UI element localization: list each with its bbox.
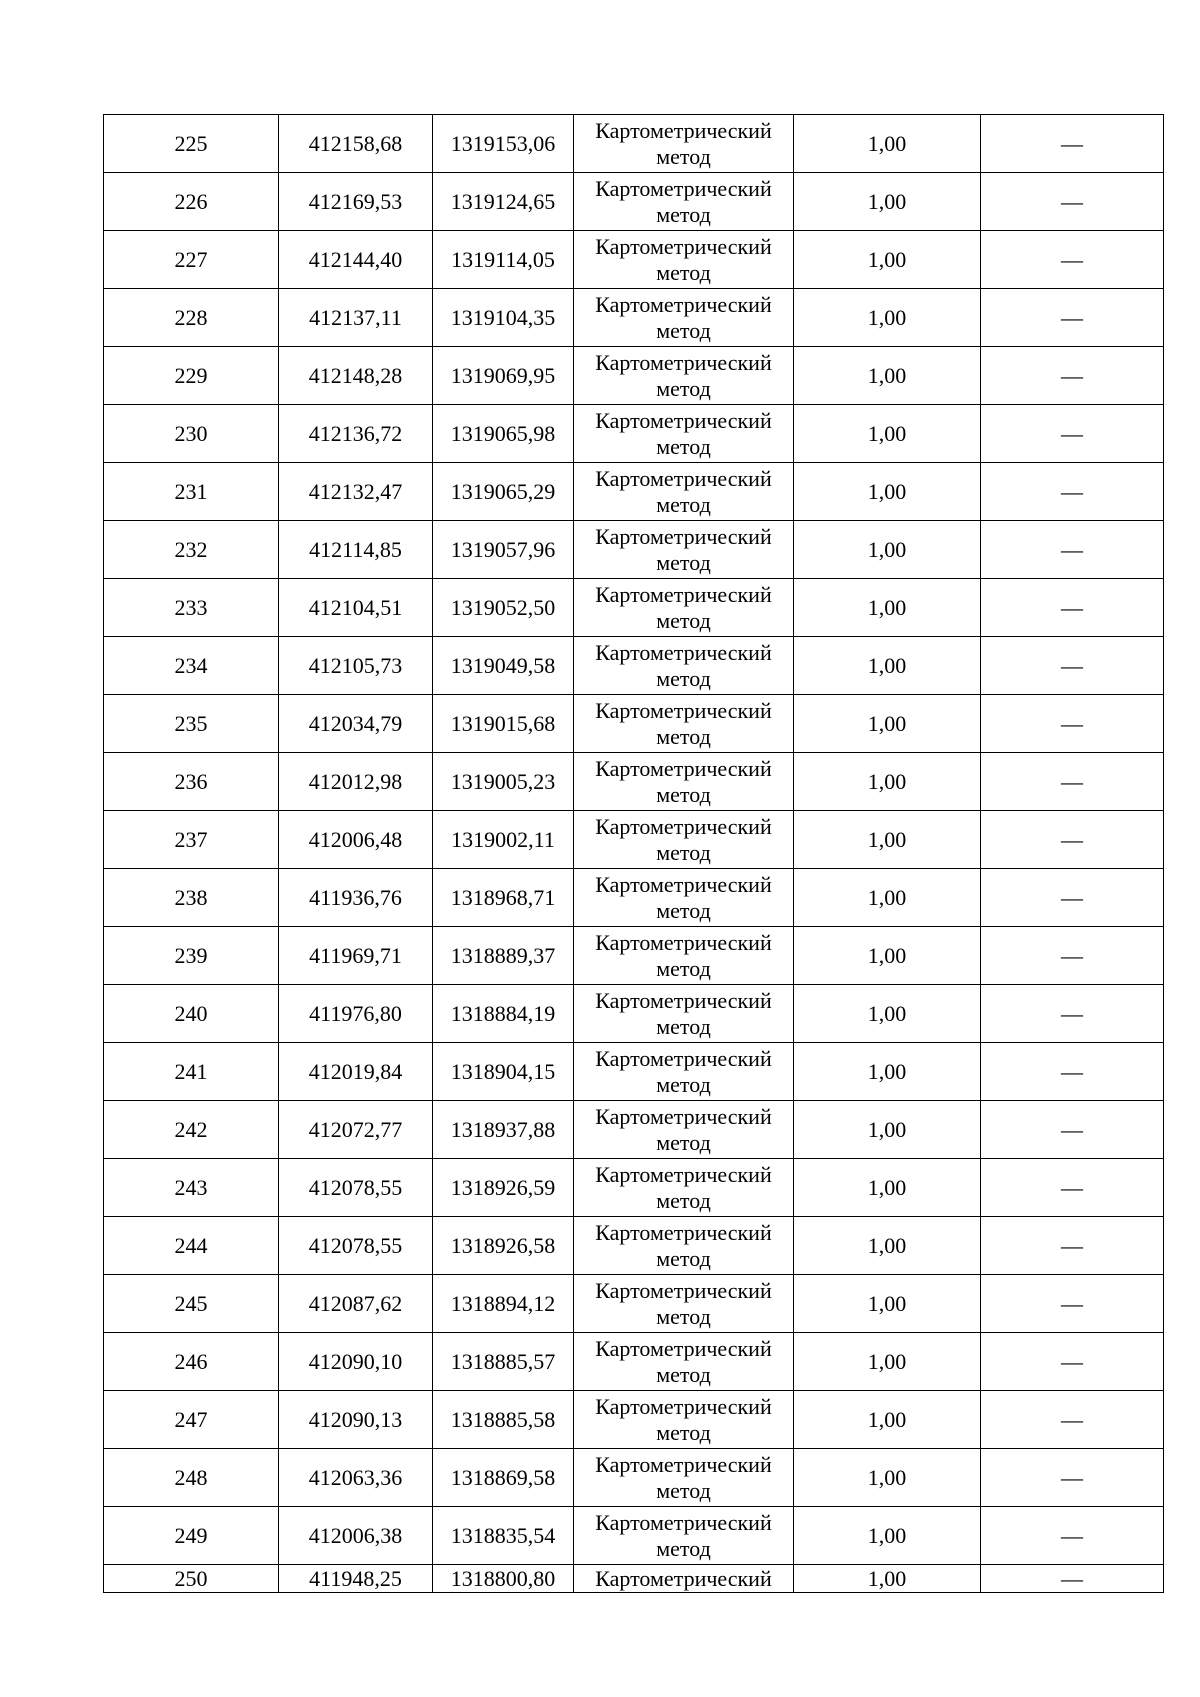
method-cell [574, 1217, 794, 1275]
method-cell [574, 289, 794, 347]
x-coordinate-cell: 412090,10 [279, 1333, 433, 1391]
y-coordinate-cell: 1319104,35 [433, 289, 574, 347]
note-cell: — [981, 347, 1164, 405]
method-cell [574, 463, 794, 521]
method-cell [574, 1275, 794, 1333]
method-line-1: Картометрический [595, 697, 772, 723]
method-line-1: Картометрический [595, 1565, 772, 1591]
method-line-2: метод [656, 549, 711, 575]
table-row [104, 1159, 1164, 1217]
x-coordinate-cell: 412078,55 [279, 1159, 433, 1217]
note-cell: — [981, 289, 1164, 347]
note-cell: — [981, 1565, 1164, 1593]
method-line-1: Картометрический [595, 291, 772, 317]
method-cell [574, 811, 794, 869]
point-number-cell: 234 [104, 637, 279, 695]
table-row [104, 579, 1164, 637]
y-coordinate-cell: 1319124,65 [433, 173, 574, 231]
note-cell: — [981, 927, 1164, 985]
x-coordinate-cell: 412137,11 [279, 289, 433, 347]
method-cell [574, 1507, 794, 1565]
method-line-2: метод [656, 607, 711, 633]
y-coordinate-cell: 1318926,58 [433, 1217, 574, 1275]
accuracy-cell: 1,00 [794, 637, 981, 695]
method-line-2: метод [656, 375, 711, 401]
y-coordinate-cell: 1319049,58 [433, 637, 574, 695]
method-line-1: Картометрический [595, 755, 772, 781]
y-coordinate-cell: 1319153,06 [433, 115, 574, 173]
y-coordinate-cell: 1319065,98 [433, 405, 574, 463]
accuracy-cell: 1,00 [794, 869, 981, 927]
point-number-cell: 235 [104, 695, 279, 753]
method-cell [574, 231, 794, 289]
method-line-2: метод [656, 491, 711, 517]
method-line-1: Картометрический [595, 639, 772, 665]
accuracy-cell: 1,00 [794, 579, 981, 637]
method-line-1: Картометрический [595, 233, 772, 259]
x-coordinate-cell: 412136,72 [279, 405, 433, 463]
method-line-2: метод [656, 955, 711, 981]
method-line-1: Картометрический [595, 987, 772, 1013]
table-row [104, 289, 1164, 347]
method-cell [574, 637, 794, 695]
accuracy-cell: 1,00 [794, 1565, 981, 1593]
method-line-1: Картометрический [595, 1219, 772, 1245]
method-cell [574, 1333, 794, 1391]
note-cell: — [981, 579, 1164, 637]
note-cell: — [981, 695, 1164, 753]
method-line-1: Картометрический [595, 1451, 772, 1477]
table-row [104, 1043, 1164, 1101]
method-cell [574, 1449, 794, 1507]
accuracy-cell: 1,00 [794, 1507, 981, 1565]
y-coordinate-cell: 1319069,95 [433, 347, 574, 405]
point-number-cell: 230 [104, 405, 279, 463]
note-cell: — [981, 1507, 1164, 1565]
method-line-1: Картометрический [595, 813, 772, 839]
point-number-cell: 249 [104, 1507, 279, 1565]
note-cell: — [981, 173, 1164, 231]
x-coordinate-cell: 412072,77 [279, 1101, 433, 1159]
y-coordinate-cell: 1318968,71 [433, 869, 574, 927]
note-cell: — [981, 231, 1164, 289]
table-row [104, 1101, 1164, 1159]
method-line-1: Картометрический [595, 929, 772, 955]
method-line-1: Картометрический [595, 1045, 772, 1071]
point-number-cell: 229 [104, 347, 279, 405]
x-coordinate-cell: 412090,13 [279, 1391, 433, 1449]
method-line-1: Картометрический [595, 1393, 772, 1419]
y-coordinate-cell: 1319114,05 [433, 231, 574, 289]
accuracy-cell: 1,00 [794, 1333, 981, 1391]
note-cell: — [981, 869, 1164, 927]
table-body [104, 115, 1164, 1593]
method-line-1: Картометрический [595, 523, 772, 549]
note-cell: — [981, 1333, 1164, 1391]
method-line-2: метод [656, 1477, 711, 1503]
accuracy-cell: 1,00 [794, 753, 981, 811]
method-line-1: Картометрический [595, 1509, 772, 1535]
x-coordinate-cell: 412114,85 [279, 521, 433, 579]
accuracy-cell: 1,00 [794, 521, 981, 579]
y-coordinate-cell: 1318885,57 [433, 1333, 574, 1391]
table-row [104, 753, 1164, 811]
accuracy-cell: 1,00 [794, 695, 981, 753]
note-cell: — [981, 753, 1164, 811]
table-row [104, 1507, 1164, 1565]
accuracy-cell: 1,00 [794, 1043, 981, 1101]
point-number-cell: 250 [104, 1565, 279, 1593]
accuracy-cell: 1,00 [794, 115, 981, 173]
method-cell [574, 173, 794, 231]
accuracy-cell: 1,00 [794, 463, 981, 521]
method-line-1: Картометрический [595, 349, 772, 375]
note-cell: — [981, 637, 1164, 695]
accuracy-cell: 1,00 [794, 1217, 981, 1275]
table-row [104, 637, 1164, 695]
method-cell [574, 347, 794, 405]
table-row [104, 405, 1164, 463]
y-coordinate-cell: 1318889,37 [433, 927, 574, 985]
table-row [104, 695, 1164, 753]
accuracy-cell: 1,00 [794, 1391, 981, 1449]
note-cell: — [981, 1391, 1164, 1449]
accuracy-cell: 1,00 [794, 173, 981, 231]
point-number-cell: 243 [104, 1159, 279, 1217]
x-coordinate-cell: 412104,51 [279, 579, 433, 637]
method-line-2: метод [656, 1303, 711, 1329]
note-cell: — [981, 1449, 1164, 1507]
method-cell [574, 1101, 794, 1159]
method-line-2: метод [656, 897, 711, 923]
y-coordinate-cell: 1318937,88 [433, 1101, 574, 1159]
table-row [104, 173, 1164, 231]
note-cell: — [981, 985, 1164, 1043]
table-row [104, 115, 1164, 173]
table-row [104, 985, 1164, 1043]
accuracy-cell: 1,00 [794, 1275, 981, 1333]
method-line-2: метод [656, 1187, 711, 1213]
method-line-1: Картометрический [595, 871, 772, 897]
accuracy-cell: 1,00 [794, 1159, 981, 1217]
table-row [104, 463, 1164, 521]
x-coordinate-cell: 412034,79 [279, 695, 433, 753]
note-cell: — [981, 1217, 1164, 1275]
accuracy-cell: 1,00 [794, 347, 981, 405]
accuracy-cell: 1,00 [794, 1449, 981, 1507]
point-number-cell: 238 [104, 869, 279, 927]
x-coordinate-cell: 412087,62 [279, 1275, 433, 1333]
point-number-cell: 247 [104, 1391, 279, 1449]
point-number-cell: 227 [104, 231, 279, 289]
x-coordinate-cell: 412012,98 [279, 753, 433, 811]
y-coordinate-cell: 1319005,23 [433, 753, 574, 811]
y-coordinate-cell: 1318869,58 [433, 1449, 574, 1507]
method-line-2: метод [656, 1245, 711, 1271]
point-number-cell: 237 [104, 811, 279, 869]
method-line-2: метод [656, 1535, 711, 1561]
x-coordinate-cell: 412158,68 [279, 115, 433, 173]
x-coordinate-cell: 411948,25 [279, 1565, 433, 1593]
method-cell [574, 985, 794, 1043]
method-line-2: метод [656, 723, 711, 749]
method-line-2: метод [656, 1013, 711, 1039]
accuracy-cell: 1,00 [794, 231, 981, 289]
y-coordinate-cell: 1318904,15 [433, 1043, 574, 1101]
note-cell: — [981, 463, 1164, 521]
method-cell [574, 521, 794, 579]
method-line-2: метод [656, 665, 711, 691]
method-line-2: метод [656, 1419, 711, 1445]
y-coordinate-cell: 1319052,50 [433, 579, 574, 637]
x-coordinate-cell: 412132,47 [279, 463, 433, 521]
method-cell [574, 405, 794, 463]
method-line-2: метод [656, 1129, 711, 1155]
accuracy-cell: 1,00 [794, 927, 981, 985]
accuracy-cell: 1,00 [794, 405, 981, 463]
method-line-2: метод [656, 839, 711, 865]
table-row [104, 869, 1164, 927]
point-number-cell: 232 [104, 521, 279, 579]
method-line-2: метод [656, 1361, 711, 1387]
point-number-cell: 228 [104, 289, 279, 347]
table-row [104, 1449, 1164, 1507]
table-row [104, 521, 1164, 579]
y-coordinate-cell: 1318894,12 [433, 1275, 574, 1333]
x-coordinate-cell: 411936,76 [279, 869, 433, 927]
note-cell: — [981, 521, 1164, 579]
x-coordinate-cell: 412006,48 [279, 811, 433, 869]
method-cell [574, 695, 794, 753]
y-coordinate-cell: 1318884,19 [433, 985, 574, 1043]
y-coordinate-cell: 1318926,59 [433, 1159, 574, 1217]
y-coordinate-cell: 1319065,29 [433, 463, 574, 521]
method-line-1: Картометрический [595, 117, 772, 143]
method-line-2: метод [656, 1071, 711, 1097]
note-cell: — [981, 1043, 1164, 1101]
point-number-cell: 248 [104, 1449, 279, 1507]
point-number-cell: 231 [104, 463, 279, 521]
point-number-cell: 245 [104, 1275, 279, 1333]
method-cell [574, 579, 794, 637]
x-coordinate-cell: 412078,55 [279, 1217, 433, 1275]
y-coordinate-cell: 1319057,96 [433, 521, 574, 579]
method-cell [574, 1159, 794, 1217]
method-line-1: Картометрический [595, 1335, 772, 1361]
accuracy-cell: 1,00 [794, 985, 981, 1043]
point-number-cell: 246 [104, 1333, 279, 1391]
x-coordinate-cell: 411969,71 [279, 927, 433, 985]
x-coordinate-cell: 412169,53 [279, 173, 433, 231]
table-row [104, 347, 1164, 405]
method-line-1: Картометрический [595, 465, 772, 491]
point-number-cell: 244 [104, 1217, 279, 1275]
coordinates-table [103, 114, 1164, 1593]
x-coordinate-cell: 412105,73 [279, 637, 433, 695]
x-coordinate-cell: 412019,84 [279, 1043, 433, 1101]
point-number-cell: 236 [104, 753, 279, 811]
x-coordinate-cell: 412148,28 [279, 347, 433, 405]
x-coordinate-cell: 412144,40 [279, 231, 433, 289]
table-row [104, 1565, 1164, 1593]
point-number-cell: 233 [104, 579, 279, 637]
method-line-2: метод [656, 781, 711, 807]
method-cell [574, 1565, 794, 1593]
method-cell [574, 115, 794, 173]
table-row [104, 1217, 1164, 1275]
method-line-2: метод [656, 201, 711, 227]
table-row [104, 927, 1164, 985]
method-line-2: метод [656, 259, 711, 285]
method-cell [574, 753, 794, 811]
method-line-2: метод [656, 317, 711, 343]
y-coordinate-cell: 1319002,11 [433, 811, 574, 869]
table-row [104, 1391, 1164, 1449]
x-coordinate-cell: 412063,36 [279, 1449, 433, 1507]
method-cell [574, 1391, 794, 1449]
note-cell: — [981, 1275, 1164, 1333]
point-number-cell: 241 [104, 1043, 279, 1101]
method-cell [574, 927, 794, 985]
method-line-1: Картометрический [595, 407, 772, 433]
point-number-cell: 239 [104, 927, 279, 985]
method-line-1: Картометрический [595, 1277, 772, 1303]
table-row [104, 1275, 1164, 1333]
method-line-1: Картометрический [595, 1161, 772, 1187]
method-line-1: Картометрический [595, 581, 772, 607]
point-number-cell: 240 [104, 985, 279, 1043]
method-line-2: метод [656, 433, 711, 459]
note-cell: — [981, 811, 1164, 869]
method-line-2: метод [656, 143, 711, 169]
x-coordinate-cell: 411976,80 [279, 985, 433, 1043]
point-number-cell: 225 [104, 115, 279, 173]
method-cell [574, 1043, 794, 1101]
method-cell [574, 869, 794, 927]
method-line-1: Картометрический [595, 1103, 772, 1129]
point-number-cell: 226 [104, 173, 279, 231]
y-coordinate-cell: 1318800,80 [433, 1565, 574, 1593]
y-coordinate-cell: 1319015,68 [433, 695, 574, 753]
note-cell: — [981, 405, 1164, 463]
point-number-cell: 242 [104, 1101, 279, 1159]
table-row [104, 811, 1164, 869]
accuracy-cell: 1,00 [794, 811, 981, 869]
note-cell: — [981, 1159, 1164, 1217]
y-coordinate-cell: 1318885,58 [433, 1391, 574, 1449]
note-cell: — [981, 1101, 1164, 1159]
y-coordinate-cell: 1318835,54 [433, 1507, 574, 1565]
x-coordinate-cell: 412006,38 [279, 1507, 433, 1565]
note-cell: — [981, 115, 1164, 173]
accuracy-cell: 1,00 [794, 289, 981, 347]
accuracy-cell: 1,00 [794, 1101, 981, 1159]
table-row [104, 231, 1164, 289]
table-row [104, 1333, 1164, 1391]
method-line-1: Картометрический [595, 175, 772, 201]
